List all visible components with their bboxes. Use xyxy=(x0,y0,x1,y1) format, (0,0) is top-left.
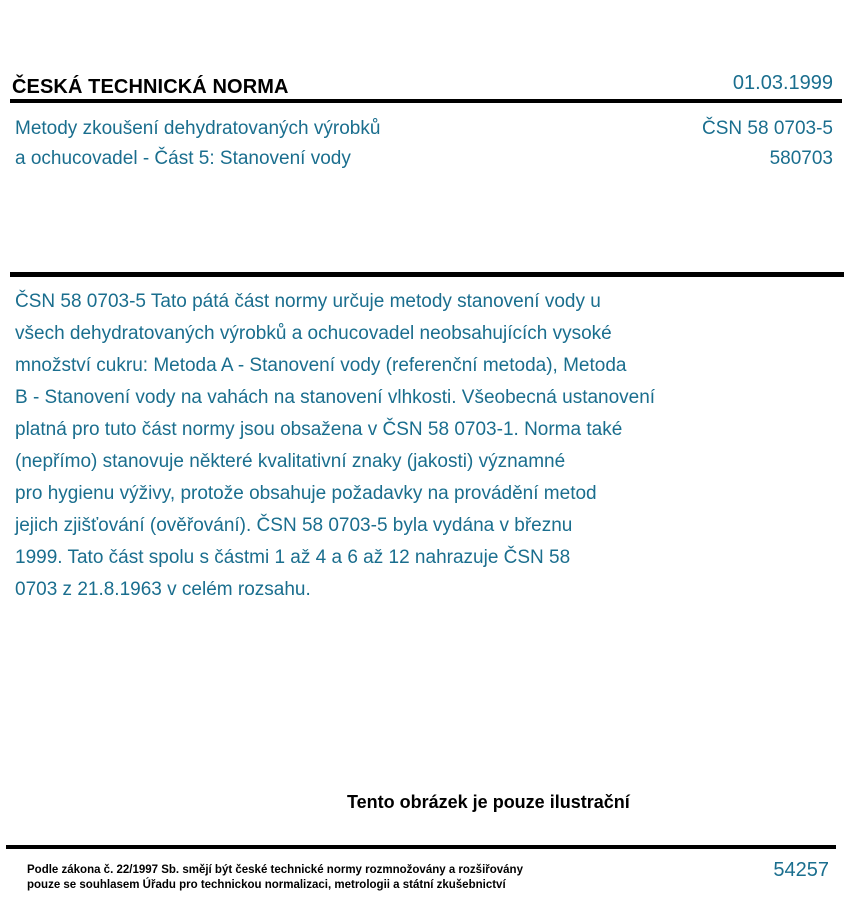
document-title xyxy=(15,114,380,174)
illustration-notice: Tento obrázek je pouze ilustrační xyxy=(347,792,630,812)
catalog-number: 54257 xyxy=(773,859,829,881)
abstract-line: jejich zjišťování (ověřování). ČSN 58 0703-5 byla vydána v březnu xyxy=(15,515,573,536)
header-divider xyxy=(10,99,842,103)
legal-notice xyxy=(27,863,523,893)
standard-header-title: ČESKÁ TECHNICKÁ NORMA xyxy=(12,76,289,98)
abstract-line: (nepřímo) stanovuje některé kvalitativní znaky (jakosti) významné xyxy=(15,451,566,472)
document-codes xyxy=(702,114,833,174)
legal-notice-line: pouze se souhlasem Úřadu pro technickou normalizaci, metrologii a státní zkušebnictví xyxy=(27,879,506,891)
abstract-line: pro hygienu výživy, protože obsahuje požadavky na provádění metod xyxy=(15,483,597,504)
standard-code: ČSN 58 0703-5 xyxy=(702,118,833,139)
footer-divider xyxy=(6,845,836,849)
legal-notice-line: Podle zákona č. 22/1997 Sb. smějí být české technické normy rozmnožovány a rozšiřovány xyxy=(27,864,523,876)
abstract-line: ČSN 58 0703-5 Tato pátá část normy určuje metody stanovení vody u xyxy=(15,291,601,312)
abstract-line: 0703 z 21.8.1963 v celém rozsahu. xyxy=(15,579,311,600)
abstract-line: 1999. Tato část spolu s částmi 1 až 4 a 6 až 12 nahrazuje ČSN 58 xyxy=(15,547,571,568)
abstract-line: všech dehydratovaných výrobků a ochucovadel neobsahujících vysoké xyxy=(15,323,612,344)
abstract-line: množství cukru: Metoda A - Stanovení vody (referenční metoda), Metoda xyxy=(15,355,627,376)
abstract-text xyxy=(15,286,755,606)
document-title-line: a ochucovadel - Část 5: Stanovení vody xyxy=(15,148,351,169)
class-number: 580703 xyxy=(769,148,833,169)
issue-date: 01.03.1999 xyxy=(732,72,833,94)
abstract-line: platná pro tuto část normy jsou obsažena v ČSN 58 0703-1. Norma také xyxy=(15,419,623,440)
document-title-line: Metody zkoušení dehydratovaných výrobků xyxy=(15,118,381,139)
abstract-line: B - Stanovení vody na vahách na stanovení vlhkosti. Všeobecná ustanovení xyxy=(15,387,656,408)
section-divider xyxy=(10,272,844,277)
